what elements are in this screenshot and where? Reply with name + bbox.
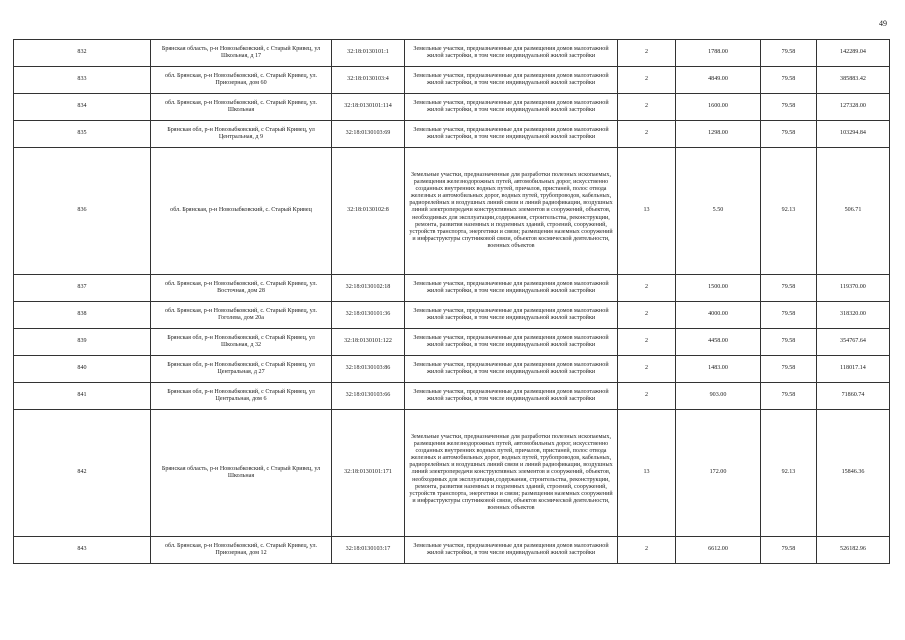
table-row	[14, 121, 890, 148]
cadastral-value-table	[13, 39, 890, 564]
row-number-cell: 838	[14, 302, 151, 329]
cadastral-number-cell: 32:18:0130101:1	[332, 40, 405, 67]
land-use-purpose-cell: Земельные участки, предназначенные для размещения домов малоэтажной жилой застройки, в том числе индивидуальной жилой застройки	[405, 302, 618, 329]
land-use-purpose-cell: Земельные участки, предназначенные для размещения домов малоэтажной жилой застройки, в том числе индивидуальной жилой застройки	[405, 383, 618, 410]
address-cell: обл. Брянская, р-н Новозыбковский, с. Старый Кривец, ул. Гоголева, дом 20а	[151, 302, 332, 329]
specific-value-cell: 79.58	[761, 356, 817, 383]
row-number-cell: 843	[14, 537, 151, 564]
cadastral-number-cell: 32:18:0130101:122	[332, 329, 405, 356]
table-row	[14, 67, 890, 94]
address-cell: обл. Брянская, р-н Новозыбковский, с. Старый Кривец	[151, 148, 332, 275]
group-number-cell: 2	[618, 40, 676, 67]
cadastral-value-cell: 15846.36	[817, 410, 890, 537]
cadastral-number-cell: 32:18:0130103:17	[332, 537, 405, 564]
land-use-purpose-cell: Земельные участки, предназначенные для размещения домов малоэтажной жилой застройки, в том числе индивидуальной жилой застройки	[405, 94, 618, 121]
table-row	[14, 275, 890, 302]
cadastral-value-cell: 385883.42	[817, 67, 890, 94]
table-row	[14, 410, 890, 537]
address-cell: Брянская обл, р-н Новозыбковский, с Старый Кривец, ул Центральная, д 9	[151, 121, 332, 148]
group-number-cell: 2	[618, 67, 676, 94]
address-cell: Брянская область, р-н Новозыбковский, с Старый Кривец, ул Школьная	[151, 410, 332, 537]
specific-value-cell: 79.58	[761, 40, 817, 67]
address-cell: Брянская обл, р-н Новозыбковский, с Старый Кривец, ул Школьная, д 32	[151, 329, 332, 356]
area-cell: 4849.00	[676, 67, 761, 94]
cadastral-value-cell: 103294.84	[817, 121, 890, 148]
land-use-purpose-cell: Земельные участки, предназначенные для размещения домов малоэтажной жилой застройки, в том числе индивидуальной жилой застройки	[405, 67, 618, 94]
area-cell: 1500.00	[676, 275, 761, 302]
group-number-cell: 2	[618, 302, 676, 329]
page-number: 49	[879, 19, 887, 28]
area-cell: 172.00	[676, 410, 761, 537]
address-cell: Брянская область, р-н Новозыбковский, с Старый Кривец, ул Школьная, д 17	[151, 40, 332, 67]
cadastral-value-cell: 71860.74	[817, 383, 890, 410]
group-number-cell: 2	[618, 275, 676, 302]
cadastral-number-cell: 32:18:0130101:171	[332, 410, 405, 537]
group-number-cell: 2	[618, 121, 676, 148]
land-use-purpose-cell: Земельные участки, предназначенные для размещения домов малоэтажной жилой застройки, в том числе индивидуальной жилой застройки	[405, 275, 618, 302]
cadastral-number-cell: 32:18:0130101:36	[332, 302, 405, 329]
cadastral-value-cell: 354767.64	[817, 329, 890, 356]
table-row	[14, 383, 890, 410]
land-use-purpose-cell: Земельные участки, предназначенные для размещения домов малоэтажной жилой застройки, в том числе индивидуальной жилой застройки	[405, 329, 618, 356]
cadastral-number-cell: 32:18:0130103:69	[332, 121, 405, 148]
cadastral-value-cell: 526182.96	[817, 537, 890, 564]
group-number-cell: 2	[618, 94, 676, 121]
specific-value-cell: 79.58	[761, 94, 817, 121]
row-number-cell: 832	[14, 40, 151, 67]
land-use-purpose-cell: Земельные участки, предназначенные для разработки полезных ископаемых, размещения железнодорожных путей, автомобильных дорог, искусственно созданных внутренних водных путей, причалов, пристаней, полос отвода железных и автомобильных дорог, водных путей, трубопроводов, кабельных, радиорелейных и воздушных линий связи и линий радиофикации, воздушных линий электропередачи конструктивных элементов и сооружений, объектов, необходимых для эксплуатации,содержания, строительства, реконструкции, ремонта, развития наземных и подземных зданий, строений, сооружений, устройств транспорта, энергетики и связи; размещения наземных сооружений и инфраструктуры спутниковой связи, объектов космической деятельности, военных объектов	[405, 410, 618, 537]
table-row	[14, 148, 890, 275]
address-cell: обл. Брянская, р-н Новозыбковский, с. Старый Кривец, ул. Приозерная, дом 60	[151, 67, 332, 94]
row-number-cell: 841	[14, 383, 151, 410]
table-row	[14, 356, 890, 383]
table-row	[14, 40, 890, 67]
cadastral-number-cell: 32:18:0130103:66	[332, 383, 405, 410]
land-use-purpose-cell: Земельные участки, предназначенные для разработки полезных ископаемых, размещения железнодорожных путей, автомобильных дорог, искусственно созданных внутренних водных путей, причалов, пристаней, полос отвода железных и автомобильных дорог, водных путей, трубопроводов, кабельных, радиорелейных и воздушных линий связи и линий радиофикации, воздушных линий электропередачи конструктивных элементов и сооружений, объектов, необходимых для эксплуатации,содержания, строительства, реконструкции, ремонта, развития наземных и подземных зданий, строений, сооружений, устройств транспорта, энергетики и связи; размещения наземных сооружений и инфраструктуры спутниковой связи, объектов космической деятельности, военных объектов	[405, 148, 618, 275]
row-number-cell: 834	[14, 94, 151, 121]
row-number-cell: 836	[14, 148, 151, 275]
row-number-cell: 840	[14, 356, 151, 383]
cadastral-value-cell: 119370.00	[817, 275, 890, 302]
area-cell: 4000.00	[676, 302, 761, 329]
cadastral-number-cell: 32:18:0130102:18	[332, 275, 405, 302]
group-number-cell: 2	[618, 383, 676, 410]
table-row	[14, 329, 890, 356]
specific-value-cell: 79.58	[761, 275, 817, 302]
specific-value-cell: 79.58	[761, 302, 817, 329]
land-use-purpose-cell: Земельные участки, предназначенные для размещения домов малоэтажной жилой застройки, в том числе индивидуальной жилой застройки	[405, 356, 618, 383]
address-cell: Брянская обл, р-н Новозыбковский, с Старый Кривец, ул Центральная, д 27	[151, 356, 332, 383]
row-number-cell: 835	[14, 121, 151, 148]
row-number-cell: 837	[14, 275, 151, 302]
specific-value-cell: 79.58	[761, 121, 817, 148]
table-row	[14, 537, 890, 564]
group-number-cell: 2	[618, 329, 676, 356]
land-use-purpose-cell: Земельные участки, предназначенные для размещения домов малоэтажной жилой застройки, в том числе индивидуальной жилой застройки	[405, 537, 618, 564]
table-row	[14, 94, 890, 121]
cadastral-value-cell: 142289.04	[817, 40, 890, 67]
specific-value-cell: 92.13	[761, 410, 817, 537]
area-cell: 1600.00	[676, 94, 761, 121]
area-cell: 1788.00	[676, 40, 761, 67]
cadastral-value-cell: 127328.00	[817, 94, 890, 121]
cadastral-value-cell: 118017.14	[817, 356, 890, 383]
specific-value-cell: 79.58	[761, 383, 817, 410]
row-number-cell: 842	[14, 410, 151, 537]
address-cell: обл. Брянская, р-н Новозыбковский, с. Старый Кривец, ул. Восточная, дом 28	[151, 275, 332, 302]
land-use-purpose-cell: Земельные участки, предназначенные для размещения домов малоэтажной жилой застройки, в том числе индивидуальной жилой застройки	[405, 121, 618, 148]
cadastral-number-cell: 32:18:0130101:114	[332, 94, 405, 121]
row-number-cell: 833	[14, 67, 151, 94]
row-number-cell: 839	[14, 329, 151, 356]
group-number-cell: 2	[618, 356, 676, 383]
address-cell: обл. Брянская, р-н Новозыбковский, с. Старый Кривец, ул. Школьная	[151, 94, 332, 121]
area-cell: 6612.00	[676, 537, 761, 564]
specific-value-cell: 79.58	[761, 537, 817, 564]
address-cell: Брянская обл, р-н Новозыбковский, с Старый Кривец, ул Центральная, дом 6	[151, 383, 332, 410]
group-number-cell: 2	[618, 537, 676, 564]
group-number-cell: 13	[618, 148, 676, 275]
area-cell: 1298.00	[676, 121, 761, 148]
cadastral-value-cell: 318320.00	[817, 302, 890, 329]
area-cell: 903.00	[676, 383, 761, 410]
area-cell: 4458.00	[676, 329, 761, 356]
specific-value-cell: 79.58	[761, 67, 817, 94]
specific-value-cell: 92.13	[761, 148, 817, 275]
cadastral-number-cell: 32:18:0130103:4	[332, 67, 405, 94]
cadastral-number-cell: 32:18:0130103:86	[332, 356, 405, 383]
area-cell: 1483.00	[676, 356, 761, 383]
specific-value-cell: 79.58	[761, 329, 817, 356]
group-number-cell: 13	[618, 410, 676, 537]
land-use-purpose-cell: Земельные участки, предназначенные для размещения домов малоэтажной жилой застройки, в том числе индивидуальной жилой застройки	[405, 40, 618, 67]
cadastral-number-cell: 32:18:0130102:8	[332, 148, 405, 275]
table-row	[14, 302, 890, 329]
address-cell: обл. Брянская, р-н Новозыбковский, с. Старый Кривец, ул. Приозерная, дом 12	[151, 537, 332, 564]
area-cell: 5.50	[676, 148, 761, 275]
cadastral-value-cell: 506.71	[817, 148, 890, 275]
